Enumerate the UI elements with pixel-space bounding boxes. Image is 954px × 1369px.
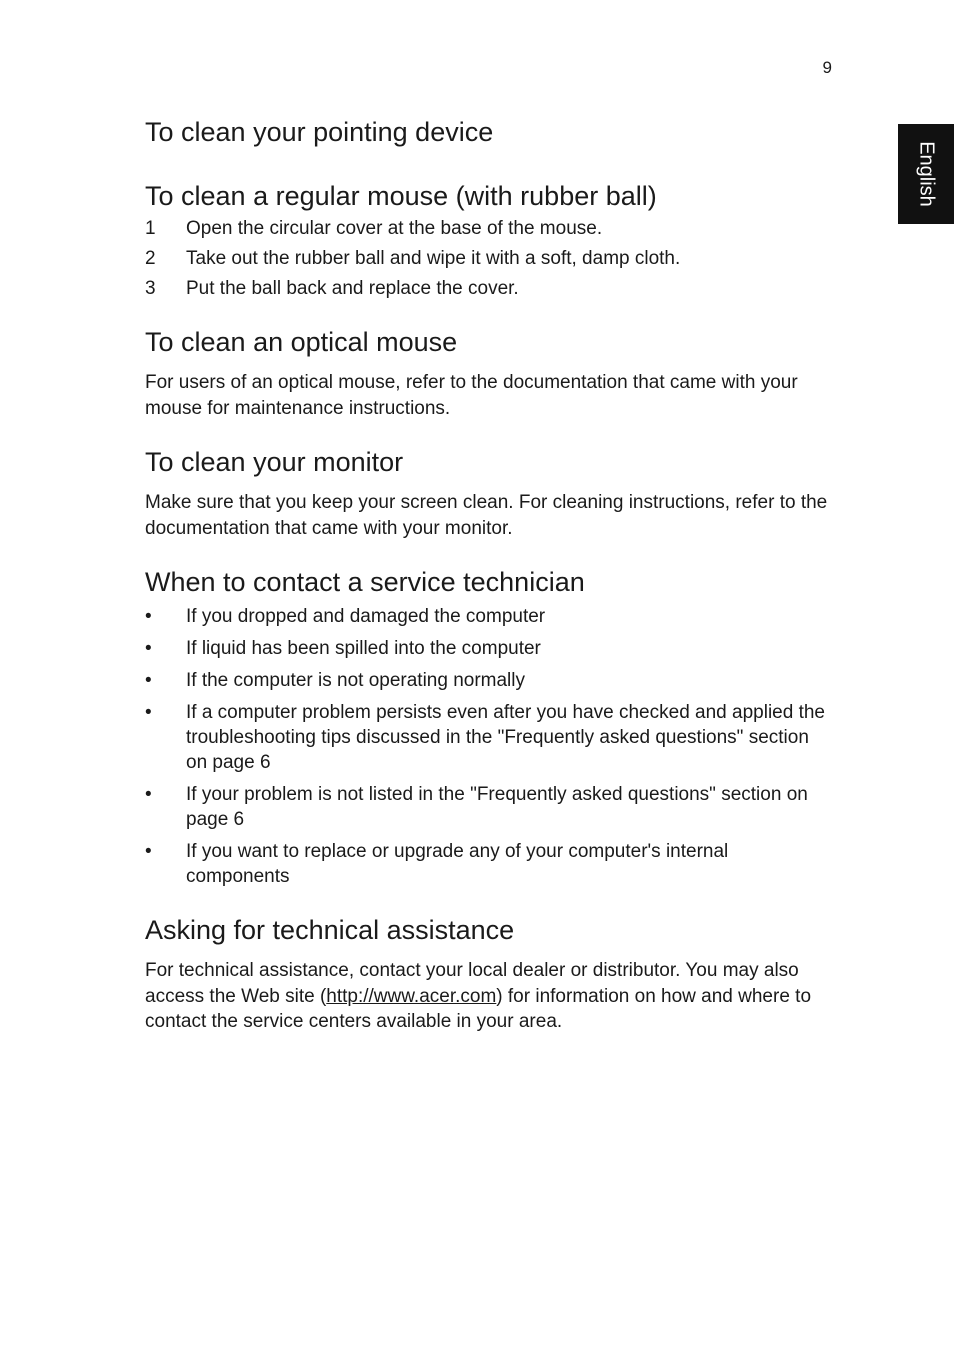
step-number: 1 — [145, 218, 156, 239]
bullet-text: If you dropped and damaged the computer — [186, 606, 546, 627]
steps-list — [145, 216, 835, 301]
list-item — [145, 216, 835, 241]
page-title: To clean your pointing device — [145, 117, 494, 147]
section-heading: To clean an optical mouse — [145, 327, 458, 357]
list-item — [145, 700, 835, 775]
step-text: Put the ball back and replace the cover. — [186, 278, 519, 299]
bullet-marker: • — [145, 841, 152, 862]
language-tab — [898, 124, 954, 224]
bullet-text: If the computer is not operating normally — [186, 670, 526, 691]
section-heading: When to contact a service technician — [145, 567, 585, 597]
acer-website-link[interactable]: http://www.acer.com — [326, 985, 497, 1007]
list-item — [145, 276, 835, 301]
section-service-technician — [145, 564, 835, 889]
step-number: 2 — [145, 248, 156, 269]
bullet-marker: • — [145, 702, 152, 723]
section-body — [145, 958, 835, 1035]
bullet-marker: • — [145, 606, 152, 627]
list-item — [145, 782, 835, 832]
bullet-marker: • — [145, 784, 152, 805]
bullet-text: If liquid has been spilled into the computer — [186, 638, 541, 659]
page-number: 9 — [822, 58, 832, 77]
section-regular-mouse — [145, 178, 835, 301]
section-body: Make sure that you keep your screen clean. For cleaning instructions, refer to the documentation that came with your monitor. — [145, 492, 828, 539]
body-text-before: For technical assistance, contact your local dealer or distributor. You may also access the Web site ( — [145, 960, 799, 1007]
body-text-after: ) for information on how and where to contact the service centers available in your area. — [145, 985, 812, 1032]
bullet-text: If your problem is not listed in the "Frequently asked questions" section on page 6 — [186, 784, 808, 830]
section-heading: To clean your monitor — [145, 447, 404, 477]
section-heading: Asking for technical assistance — [145, 915, 515, 945]
list-item — [145, 246, 835, 271]
list-item — [145, 604, 835, 629]
language-tab-label: English — [915, 141, 938, 207]
section-heading: To clean a regular mouse (with rubber ball) — [145, 181, 657, 211]
list-item — [145, 839, 835, 889]
list-item — [145, 668, 835, 693]
bullet-text: If a computer problem persists even after you have checked and applied the troubleshooting tips discussed in the "Frequently asked questions" section on page 6 — [186, 702, 825, 773]
page-content — [145, 114, 835, 1058]
step-text: Take out the rubber ball and wipe it with a soft, damp cloth. — [186, 248, 681, 269]
section-body: For users of an optical mouse, refer to the documentation that came with your mouse for maintenance instructions. — [145, 372, 798, 419]
bullet-marker: • — [145, 670, 152, 691]
bullet-text: If you want to replace or upgrade any of your computer's internal components — [186, 841, 729, 887]
bullet-marker: • — [145, 638, 152, 659]
section-technical-assistance — [145, 912, 835, 1035]
section-optical-mouse — [145, 324, 835, 421]
bullet-list — [145, 604, 835, 889]
step-number: 3 — [145, 278, 156, 299]
step-text: Open the circular cover at the base of the mouse. — [186, 218, 603, 239]
section-monitor — [145, 444, 835, 541]
list-item — [145, 636, 835, 661]
